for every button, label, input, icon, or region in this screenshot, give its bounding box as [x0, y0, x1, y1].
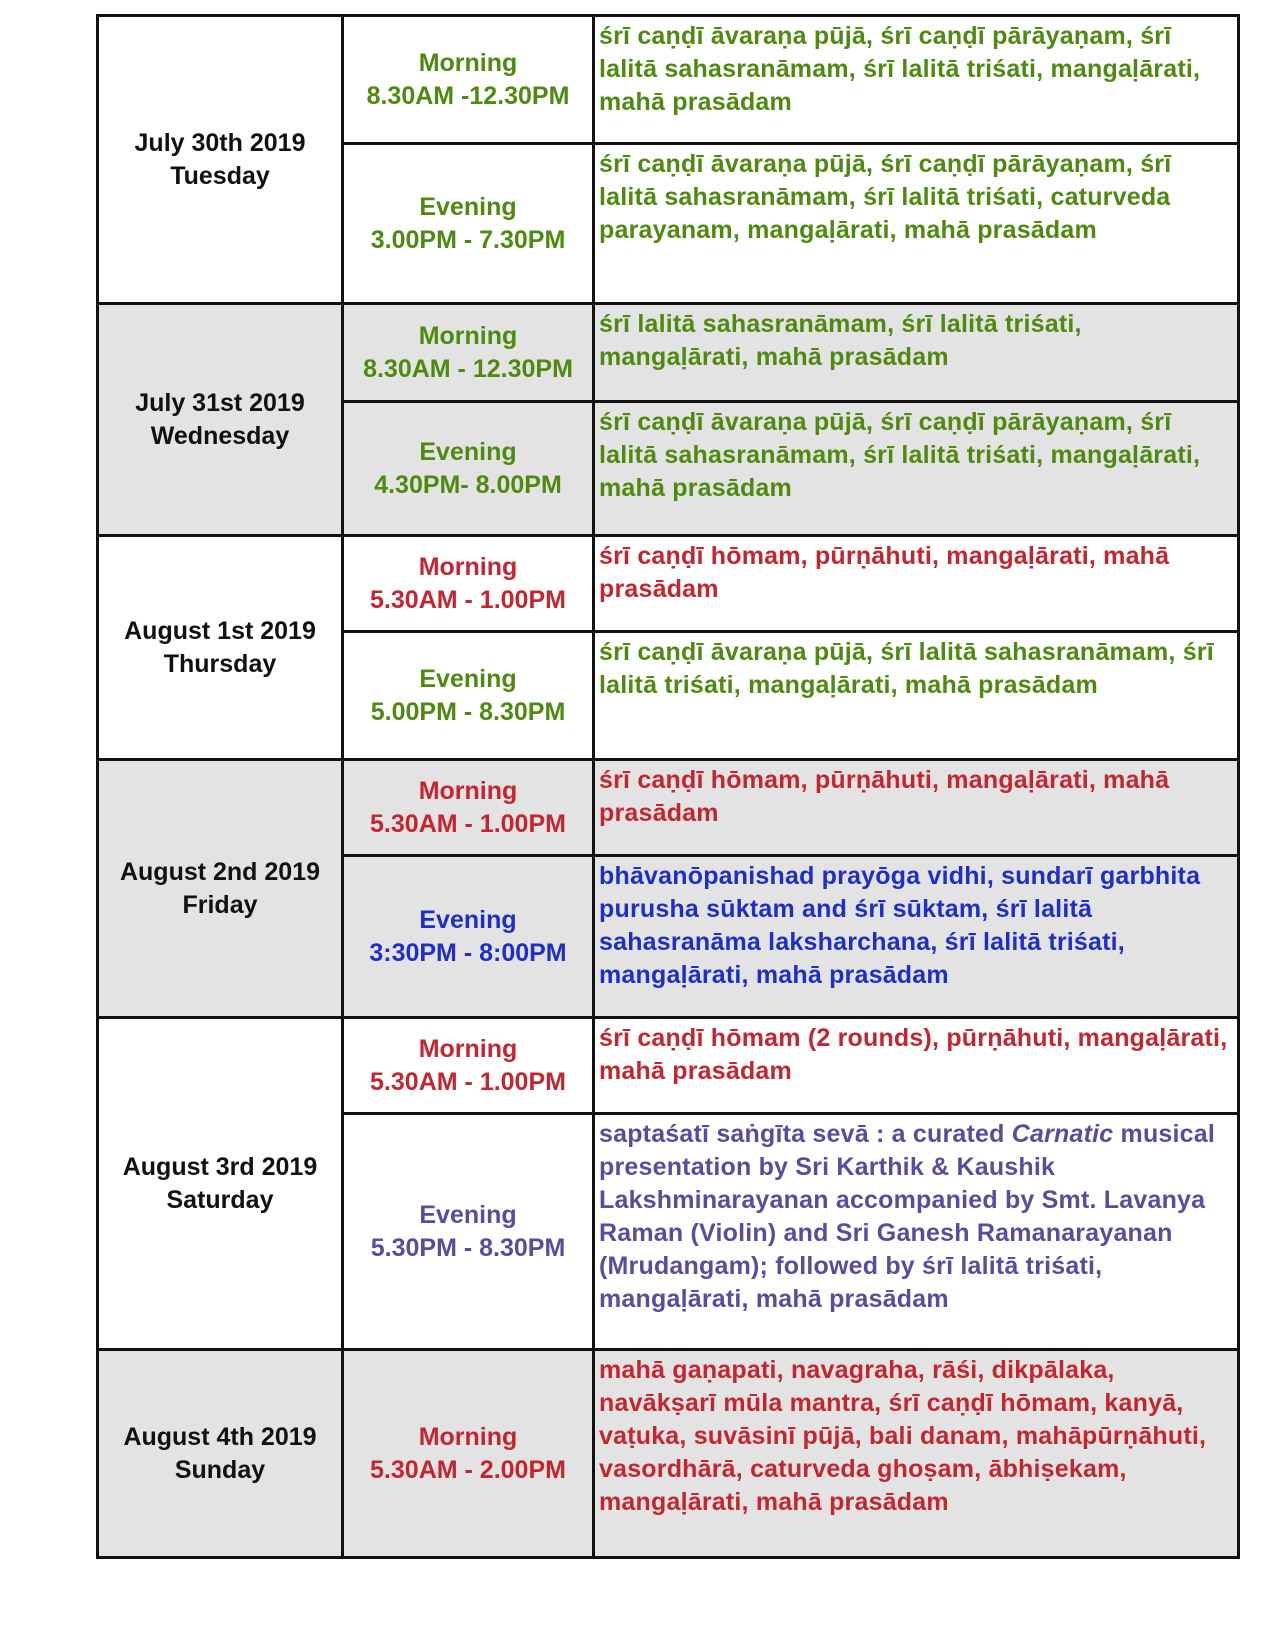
slot-label: Morning — [418, 1034, 518, 1063]
slot-cell — [343, 856, 594, 1018]
slot-time: 5.30AM - 1.00PM — [370, 809, 566, 838]
day-weekday: Saturday — [166, 1185, 274, 1214]
program-cell: śrī caṇḍī āvaraṇa pūjā, śrī lalitā sahasranāmam, śrī lalitā triśati, mangaḷārati, mahā prasādam — [594, 632, 1239, 760]
slot-label: Evening — [419, 437, 517, 466]
slot-time: 8.30AM -12.30PM — [366, 81, 570, 110]
slot-cell — [343, 1114, 594, 1350]
slot-label: Evening — [419, 905, 517, 934]
slot-cell — [343, 1350, 594, 1558]
day-weekday: Wednesday — [150, 421, 290, 450]
table-row — [98, 304, 1239, 402]
program-text: saptaśatī saṅgīta sevā : a curated — [599, 1120, 1012, 1148]
slot-time: 5.30PM - 8.30PM — [370, 1233, 566, 1262]
slot-cell — [343, 402, 594, 536]
slot-cell — [343, 144, 594, 304]
day-date: August 4th 2019 — [123, 1422, 317, 1451]
slot-time: 4.30PM- 8.00PM — [374, 470, 562, 499]
program-cell: mahā gaṇapati, navagraha, rāśi, dikpālaka, navākṣarī mūla mantra, śrī caṇḍī hōmam, kanyā, vaṭuka, suvāsinī pūjā, bali danam, mahāpūrṇāhuti, vasordhārā, caturveda ghoṣam, ābhiṣekam, mangaḷārati, mahā prasādam — [594, 1350, 1239, 1558]
slot-label: Evening — [419, 1200, 517, 1229]
schedule-table — [96, 14, 1240, 1559]
slot-time: 5.30AM - 2.00PM — [370, 1455, 566, 1484]
slot-label: Morning — [418, 1422, 518, 1451]
day-date: July 30th 2019 — [134, 128, 306, 157]
slot-cell — [343, 760, 594, 856]
slot-time: 5.30AM - 1.00PM — [370, 585, 566, 614]
table-row — [98, 1018, 1239, 1114]
day-weekday: Thursday — [163, 649, 277, 678]
slot-time: 3.00PM - 7.30PM — [370, 225, 566, 254]
day-date: August 2nd 2019 — [119, 857, 321, 886]
slot-time: 8.30AM - 12.30PM — [363, 354, 573, 383]
program-emphasis: Carnatic — [1011, 1120, 1114, 1148]
slot-cell — [343, 304, 594, 402]
program-cell — [594, 1114, 1239, 1350]
day-cell — [98, 536, 343, 760]
slot-label: Evening — [419, 664, 517, 693]
program-cell: śrī caṇḍī āvaraṇa pūjā, śrī caṇḍī pārāyaṇam, śrī lalitā sahasranāmam, śrī lalitā triśati, mangaḷārati, mahā prasādam — [594, 16, 1239, 144]
day-weekday: Sunday — [174, 1455, 266, 1484]
day-date: August 3rd 2019 — [122, 1152, 318, 1181]
day-cell — [98, 760, 343, 1018]
day-cell — [98, 16, 343, 304]
slot-time: 5.30AM - 1.00PM — [370, 1067, 566, 1096]
slot-cell — [343, 1018, 594, 1114]
slot-label: Morning — [418, 552, 518, 581]
program-cell: śrī caṇḍī hōmam (2 rounds), pūrṇāhuti, mangaḷārati, mahā prasādam — [594, 1018, 1239, 1114]
day-cell — [98, 304, 343, 536]
program-text: musical presentation by Sri Karthik & Kaushik Lakshminarayanan accompanied by Smt. Lavanya Raman (Violin) and Sri Ganesh Ramanarayanan (Mrudangam); followed by śrī lalitā triśati, mangaḷārati, mahā prasādam — [599, 1120, 1216, 1313]
day-cell — [98, 1018, 343, 1350]
table-row — [98, 536, 1239, 632]
table-row — [98, 760, 1239, 856]
day-weekday: Friday — [182, 890, 258, 919]
program-cell: śrī caṇḍī āvaraṇa pūjā, śrī caṇḍī pārāyaṇam, śrī lalitā sahasranāmam, śrī lalitā triśati, caturveda parayanam, mangaḷārati, mahā prasādam — [594, 144, 1239, 304]
program-cell: śrī lalitā sahasranāmam, śrī lalitā triśati, mangaḷārati, mahā prasādam — [594, 304, 1239, 402]
slot-cell — [343, 536, 594, 632]
program-cell: śrī caṇḍī āvaraṇa pūjā, śrī caṇḍī pārāyaṇam, śrī lalitā sahasranāmam, śrī lalitā triśati, mangaḷārati, mahā prasādam — [594, 402, 1239, 536]
day-cell — [98, 1350, 343, 1558]
table-row — [98, 1350, 1239, 1558]
slot-label: Evening — [419, 192, 517, 221]
day-date: July 31st 2019 — [135, 388, 305, 417]
table-row — [98, 16, 1239, 144]
slot-label: Morning — [418, 48, 518, 77]
program-cell: śrī caṇḍī hōmam, pūrṇāhuti, mangaḷārati, mahā prasādam — [594, 760, 1239, 856]
slot-cell — [343, 16, 594, 144]
day-weekday: Tuesday — [170, 161, 270, 190]
program-cell: bhāvanōpanishad prayōga vidhi, sundarī garbhita purusha sūktam and śrī sūktam, śrī lalitā sahasranāma laksharchana, śrī lalitā triśati, mangaḷārati, mahā prasādam — [594, 856, 1239, 1018]
slot-time: 5.00PM - 8.30PM — [370, 697, 566, 726]
slot-cell — [343, 632, 594, 760]
slot-time: 3:30PM - 8:00PM — [369, 938, 567, 967]
slot-label: Morning — [418, 321, 518, 350]
program-cell: śrī caṇḍī hōmam, pūrṇāhuti, mangaḷārati, mahā prasādam — [594, 536, 1239, 632]
slot-label: Morning — [418, 776, 518, 805]
day-date: August 1st 2019 — [124, 616, 316, 645]
